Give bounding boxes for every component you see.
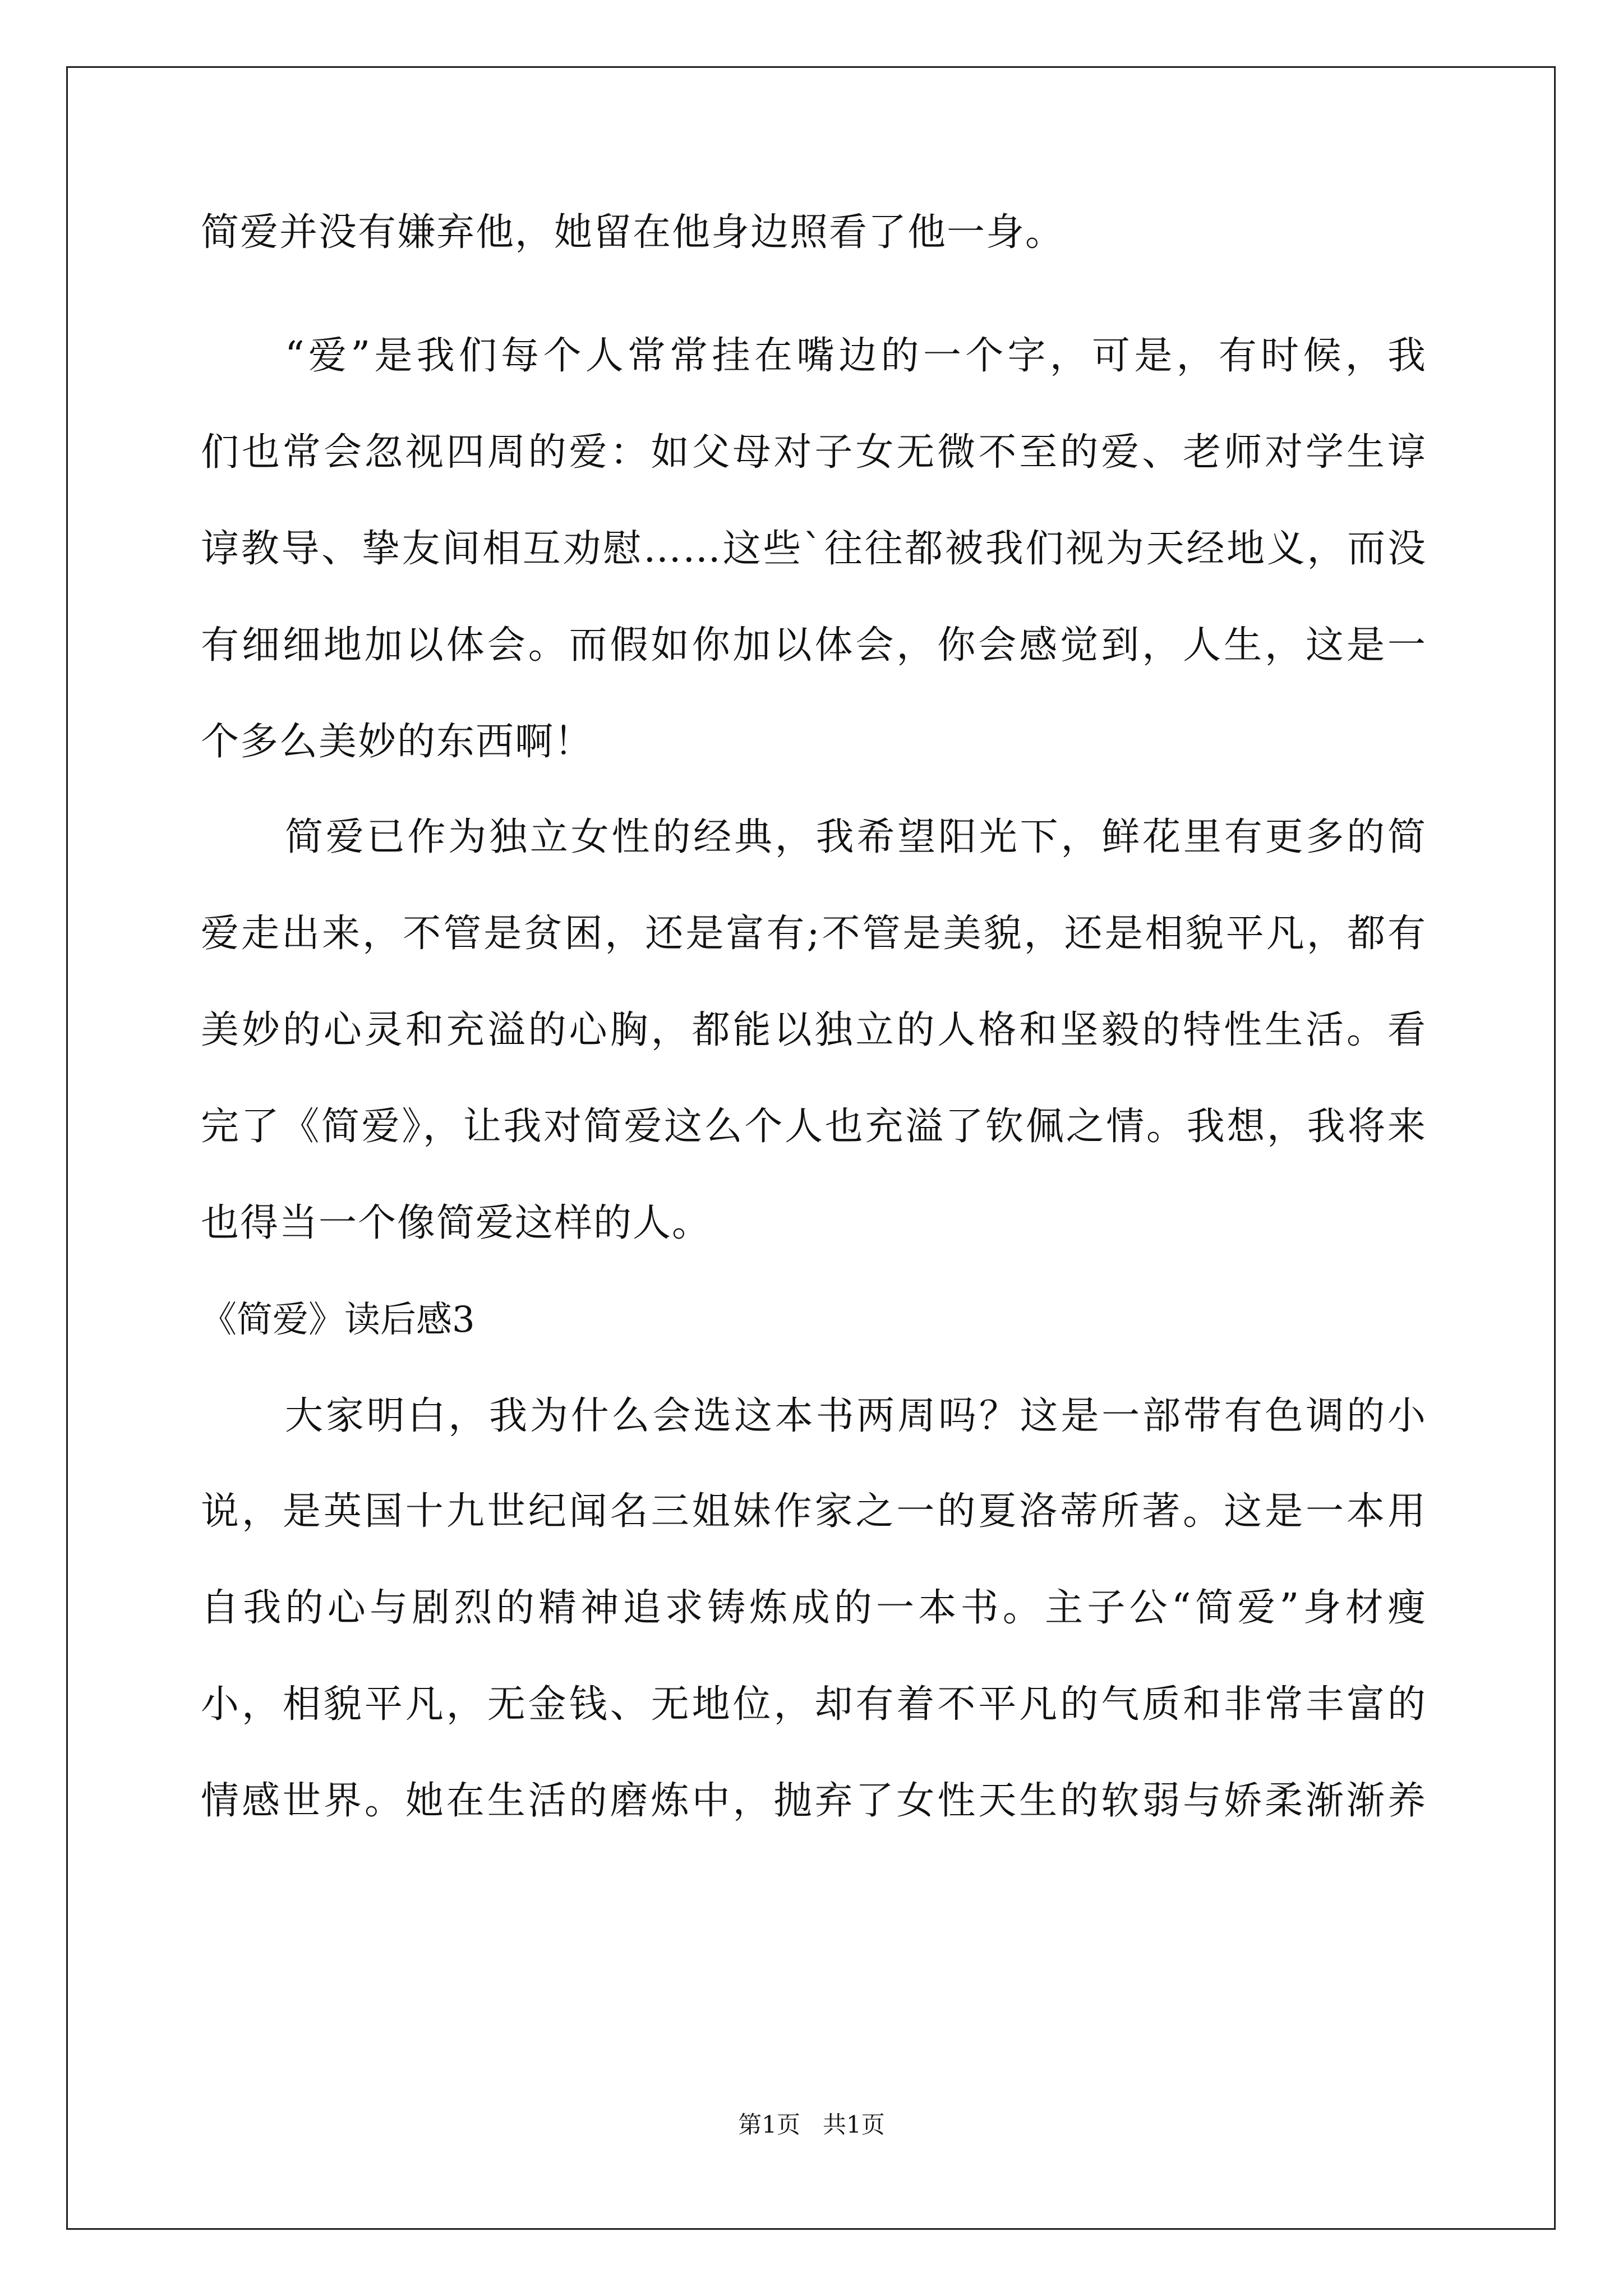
text-line: 有细细地加以体会。而假如你加以体会，你会感觉到，人生，这是一	[201, 623, 1427, 668]
text-line: 说，是英国十九世纪闻名三姐妹作家之一的夏洛蒂所著。这是一本用	[201, 1489, 1427, 1534]
page-total: 共1页	[823, 2111, 885, 2138]
page-number: 第1页	[738, 2111, 800, 2138]
text-line: 爱走出来，不管是贫困，还是富有;不管是美貌，还是相貌平凡，都有	[201, 912, 1427, 956]
paragraph-start-line: 简爱已作为独立女性的经典，我希望阳光下，鲜花里有更多的简	[285, 815, 1427, 859]
text-line: 完了《简爱》，让我对简爱这么个人也充溢了钦佩之情。我想，我将来	[201, 1105, 1427, 1149]
page-footer	[0, 2108, 1623, 2142]
text-line: 也得当一个像简爱这样的人。	[201, 1201, 712, 1245]
paragraph-start-line: 大家明白，我为什么会选这本书两周吗？这是一部带有色调的小	[285, 1394, 1427, 1438]
text-line: 自我的心与剧烈的精神追求铸炼成的一本书。主子公“简爱”身材瘦	[201, 1586, 1427, 1630]
text-line: 简爱并没有嫌弃他，她留在他身边照看了他一身。	[201, 210, 1065, 255]
text-line: 小，相貌平凡，无金钱、无地位，却有着不平凡的气质和非常丰富的	[201, 1682, 1427, 1727]
text-line: 谆教导、挚友间相互劝慰……这些`往往都被我们视为天经地义，而没	[201, 527, 1427, 571]
paragraph-start-line: “爱”是我们每个人常常挂在嘴边的一个字，可是，有时候，我	[285, 334, 1427, 378]
section-heading: 《简爱》读后感3	[201, 1299, 475, 1341]
text-line: 们也常会忽视四周的爱：如父母对子女无微不至的爱、老师对学生谆	[201, 430, 1427, 475]
text-line: 情感世界。她在生活的磨炼中，抛弃了女性天生的软弱与娇柔渐渐养	[201, 1779, 1427, 1823]
text-line: 个多么美妙的东西啊！	[201, 720, 594, 764]
text-line: 美妙的心灵和充溢的心胸，都能以独立的人格和坚毅的特性生活。看	[201, 1008, 1427, 1052]
